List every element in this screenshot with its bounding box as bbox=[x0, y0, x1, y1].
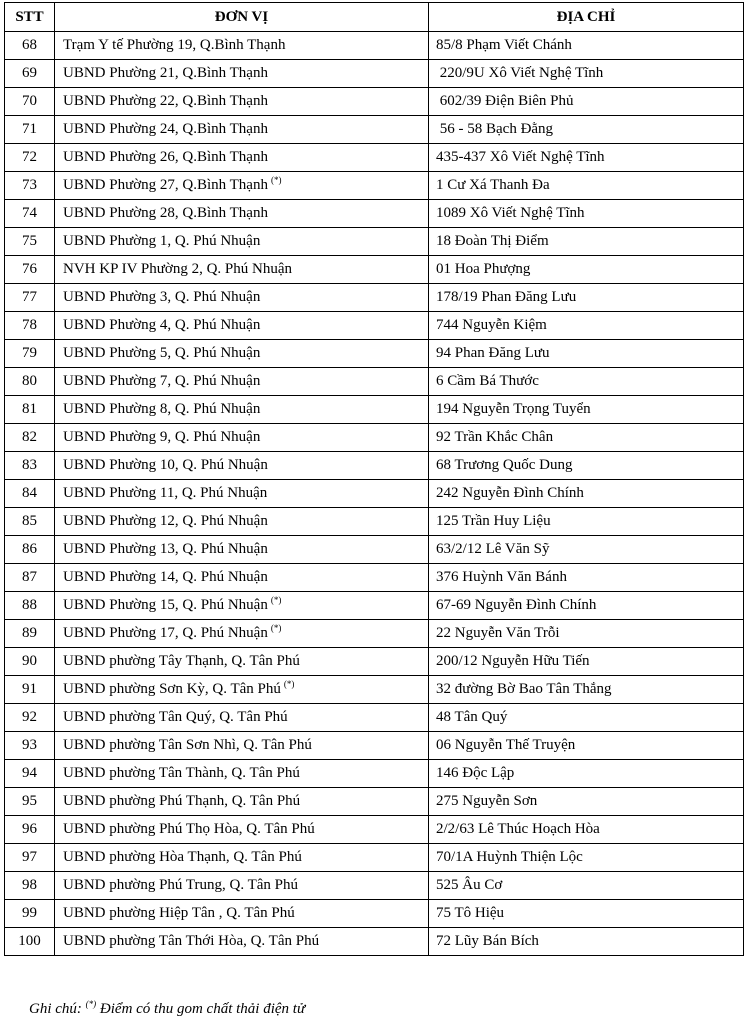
footnote-label: Ghi chú: bbox=[29, 1001, 82, 1017]
row-unit-cell bbox=[55, 116, 429, 144]
row-address: 6 Cầm Bá Thước bbox=[429, 368, 744, 396]
row-unit: UBND Phường 1, Q. Phú Nhuận bbox=[63, 233, 261, 249]
row-stt: 74 bbox=[5, 200, 55, 228]
row-stt: 68 bbox=[5, 32, 55, 60]
row-unit-cell bbox=[55, 32, 429, 60]
row-unit: UBND Phường 13, Q. Phú Nhuận bbox=[63, 541, 268, 557]
row-address: 275 Nguyễn Sơn bbox=[429, 788, 744, 816]
row-address: 06 Nguyễn Thế Truyện bbox=[429, 732, 744, 760]
table-body bbox=[5, 32, 744, 956]
row-unit-cell bbox=[55, 564, 429, 592]
table-row bbox=[5, 256, 744, 284]
row-stt: 95 bbox=[5, 788, 55, 816]
row-unit-cell bbox=[55, 480, 429, 508]
row-address: 1089 Xô Viết Nghệ Tĩnh bbox=[429, 200, 744, 228]
row-unit-cell bbox=[55, 452, 429, 480]
row-address: 220/9U Xô Viết Nghệ Tĩnh bbox=[429, 60, 744, 88]
table-row bbox=[5, 116, 744, 144]
row-stt: 78 bbox=[5, 312, 55, 340]
row-unit: UBND phường Phú Thọ Hòa, Q. Tân Phú bbox=[63, 821, 315, 837]
ewaste-marker: (*) bbox=[283, 679, 295, 689]
row-unit: UBND Phường 28, Q.Bình Thạnh bbox=[63, 205, 268, 221]
row-unit-cell bbox=[55, 508, 429, 536]
row-stt: 83 bbox=[5, 452, 55, 480]
row-stt: 70 bbox=[5, 88, 55, 116]
row-stt: 72 bbox=[5, 144, 55, 172]
row-stt: 79 bbox=[5, 340, 55, 368]
row-unit-cell bbox=[55, 200, 429, 228]
row-stt: 98 bbox=[5, 872, 55, 900]
row-unit: UBND Phường 7, Q. Phú Nhuận bbox=[63, 373, 261, 389]
table-row bbox=[5, 900, 744, 928]
row-stt: 69 bbox=[5, 60, 55, 88]
row-unit: UBND phường Tân Sơn Nhì, Q. Tân Phú bbox=[63, 737, 312, 753]
row-stt: 100 bbox=[5, 928, 55, 956]
row-address: 376 Huỳnh Văn Bánh bbox=[429, 564, 744, 592]
row-unit: UBND Phường 15, Q. Phú Nhuận bbox=[63, 597, 268, 613]
row-stt: 96 bbox=[5, 816, 55, 844]
row-unit-cell bbox=[55, 340, 429, 368]
table-row bbox=[5, 648, 744, 676]
row-address: 94 Phan Đăng Lưu bbox=[429, 340, 744, 368]
table-row bbox=[5, 704, 744, 732]
row-unit: UBND Phường 5, Q. Phú Nhuận bbox=[63, 345, 261, 361]
row-unit: UBND Phường 10, Q. Phú Nhuận bbox=[63, 457, 268, 473]
row-address: 70/1A Huỳnh Thiện Lộc bbox=[429, 844, 744, 872]
table-row bbox=[5, 620, 744, 648]
row-unit-cell bbox=[55, 760, 429, 788]
header-stt: STT bbox=[5, 3, 55, 32]
row-unit-cell bbox=[55, 844, 429, 872]
row-unit: UBND Phường 24, Q.Bình Thạnh bbox=[63, 121, 268, 137]
row-address: 146 Độc Lập bbox=[429, 760, 744, 788]
table-row bbox=[5, 788, 744, 816]
header-address: ĐỊA CHỈ bbox=[429, 3, 744, 32]
row-address: 63/2/12 Lê Văn Sỹ bbox=[429, 536, 744, 564]
row-unit: UBND phường Tây Thạnh, Q. Tân Phú bbox=[63, 653, 300, 669]
table-row bbox=[5, 592, 744, 620]
row-stt: 71 bbox=[5, 116, 55, 144]
row-stt: 90 bbox=[5, 648, 55, 676]
row-unit: NVH KP IV Phường 2, Q. Phú Nhuận bbox=[63, 261, 292, 277]
row-stt: 84 bbox=[5, 480, 55, 508]
table-row bbox=[5, 88, 744, 116]
footnote-text: Điểm có thu gom chất thải điện tử bbox=[99, 1001, 306, 1017]
table-row bbox=[5, 564, 744, 592]
row-stt: 76 bbox=[5, 256, 55, 284]
row-stt: 89 bbox=[5, 620, 55, 648]
row-address: 178/19 Phan Đăng Lưu bbox=[429, 284, 744, 312]
row-unit-cell bbox=[55, 648, 429, 676]
row-unit-cell bbox=[55, 704, 429, 732]
table-row bbox=[5, 872, 744, 900]
row-unit: UBND phường Hiệp Tân , Q. Tân Phú bbox=[63, 905, 295, 921]
row-address: 194 Nguyễn Trọng Tuyển bbox=[429, 396, 744, 424]
ewaste-marker: (*) bbox=[270, 175, 282, 185]
footnote-marker: (*) bbox=[85, 999, 97, 1009]
row-unit: UBND Phường 22, Q.Bình Thạnh bbox=[63, 93, 268, 109]
table-row bbox=[5, 760, 744, 788]
table-row bbox=[5, 480, 744, 508]
table-row bbox=[5, 816, 744, 844]
row-stt: 92 bbox=[5, 704, 55, 732]
row-stt: 86 bbox=[5, 536, 55, 564]
row-unit: UBND Phường 9, Q. Phú Nhuận bbox=[63, 429, 261, 445]
table-row bbox=[5, 452, 744, 480]
row-address: 525 Âu Cơ bbox=[429, 872, 744, 900]
row-unit-cell bbox=[55, 228, 429, 256]
row-unit-cell bbox=[55, 172, 429, 200]
row-unit: UBND Phường 11, Q. Phú Nhuận bbox=[63, 485, 268, 501]
row-address: 75 Tô Hiệu bbox=[429, 900, 744, 928]
row-address: 68 Trương Quốc Dung bbox=[429, 452, 744, 480]
row-address: 22 Nguyễn Văn Trỗi bbox=[429, 620, 744, 648]
row-address: 2/2/63 Lê Thúc Hoạch Hòa bbox=[429, 816, 744, 844]
row-address: 125 Trần Huy Liệu bbox=[429, 508, 744, 536]
table-row bbox=[5, 144, 744, 172]
row-unit-cell bbox=[55, 620, 429, 648]
row-unit: UBND phường Sơn Kỳ, Q. Tân Phú bbox=[63, 681, 281, 697]
row-stt: 91 bbox=[5, 676, 55, 704]
row-address: 67-69 Nguyễn Đình Chính bbox=[429, 592, 744, 620]
table-row bbox=[5, 844, 744, 872]
row-stt: 80 bbox=[5, 368, 55, 396]
row-address: 200/12 Nguyễn Hữu Tiến bbox=[429, 648, 744, 676]
table-row bbox=[5, 60, 744, 88]
table-row bbox=[5, 312, 744, 340]
row-unit-cell bbox=[55, 368, 429, 396]
row-unit: UBND Phường 4, Q. Phú Nhuận bbox=[63, 317, 261, 333]
row-unit-cell bbox=[55, 312, 429, 340]
row-unit: UBND Phường 12, Q. Phú Nhuận bbox=[63, 513, 268, 529]
row-address: 85/8 Phạm Viết Chánh bbox=[429, 32, 744, 60]
table-row bbox=[5, 32, 744, 60]
row-unit: UBND phường Hòa Thạnh, Q. Tân Phú bbox=[63, 849, 302, 865]
row-unit: UBND Phường 27, Q.Bình Thạnh bbox=[63, 177, 268, 193]
row-address: 32 đường Bờ Bao Tân Thắng bbox=[429, 676, 744, 704]
row-address: 48 Tân Quý bbox=[429, 704, 744, 732]
table-header-row bbox=[5, 3, 744, 32]
row-unit-cell bbox=[55, 396, 429, 424]
ewaste-marker: (*) bbox=[270, 623, 282, 633]
row-address: 56 - 58 Bạch Đằng bbox=[429, 116, 744, 144]
table-row bbox=[5, 424, 744, 452]
row-stt: 93 bbox=[5, 732, 55, 760]
row-unit: UBND Phường 17, Q. Phú Nhuận bbox=[63, 625, 268, 641]
row-unit-cell bbox=[55, 88, 429, 116]
row-stt: 99 bbox=[5, 900, 55, 928]
table-row bbox=[5, 172, 744, 200]
row-unit: UBND Phường 26, Q.Bình Thạnh bbox=[63, 149, 268, 165]
row-unit-cell bbox=[55, 592, 429, 620]
row-address: 602/39 Điện Biên Phủ bbox=[429, 88, 744, 116]
row-stt: 77 bbox=[5, 284, 55, 312]
row-unit: UBND Phường 14, Q. Phú Nhuận bbox=[63, 569, 268, 585]
table-row bbox=[5, 676, 744, 704]
table-row bbox=[5, 340, 744, 368]
row-address: 92 Trần Khắc Chân bbox=[429, 424, 744, 452]
collection-points-table bbox=[4, 2, 744, 956]
table-row bbox=[5, 200, 744, 228]
row-unit-cell bbox=[55, 256, 429, 284]
row-address: 1 Cư Xá Thanh Đa bbox=[429, 172, 744, 200]
row-stt: 85 bbox=[5, 508, 55, 536]
row-stt: 94 bbox=[5, 760, 55, 788]
row-address: 01 Hoa Phượng bbox=[429, 256, 744, 284]
row-unit: Trạm Y tế Phường 19, Q.Bình Thạnh bbox=[63, 37, 286, 53]
row-stt: 82 bbox=[5, 424, 55, 452]
row-stt: 88 bbox=[5, 592, 55, 620]
table-row bbox=[5, 396, 744, 424]
row-unit-cell bbox=[55, 536, 429, 564]
table-row bbox=[5, 536, 744, 564]
row-stt: 97 bbox=[5, 844, 55, 872]
row-unit-cell bbox=[55, 732, 429, 760]
table-row bbox=[5, 368, 744, 396]
row-unit: UBND phường Phú Trung, Q. Tân Phú bbox=[63, 877, 298, 893]
table-row bbox=[5, 508, 744, 536]
row-unit-cell bbox=[55, 816, 429, 844]
row-unit: UBND Phường 3, Q. Phú Nhuận bbox=[63, 289, 261, 305]
row-unit-cell bbox=[55, 60, 429, 88]
row-unit-cell bbox=[55, 788, 429, 816]
row-address: 242 Nguyễn Đình Chính bbox=[429, 480, 744, 508]
row-unit-cell bbox=[55, 900, 429, 928]
row-unit: UBND phường Phú Thạnh, Q. Tân Phú bbox=[63, 793, 301, 809]
table-row bbox=[5, 928, 744, 956]
row-unit-cell bbox=[55, 676, 429, 704]
row-unit-cell bbox=[55, 424, 429, 452]
row-unit-cell bbox=[55, 144, 429, 172]
row-stt: 87 bbox=[5, 564, 55, 592]
table-row bbox=[5, 228, 744, 256]
row-unit: UBND phường Tân Thành, Q. Tân Phú bbox=[63, 765, 300, 781]
row-address: 744 Nguyễn Kiệm bbox=[429, 312, 744, 340]
row-unit: UBND phường Tân Quý, Q. Tân Phú bbox=[63, 709, 288, 725]
row-address: 435-437 Xô Viết Nghệ Tĩnh bbox=[429, 144, 744, 172]
row-stt: 81 bbox=[5, 396, 55, 424]
row-stt: 73 bbox=[5, 172, 55, 200]
row-address: 18 Đoàn Thị Điểm bbox=[429, 228, 744, 256]
footnote bbox=[29, 1001, 305, 1018]
ewaste-marker: (*) bbox=[270, 595, 282, 605]
row-unit: UBND Phường 21, Q.Bình Thạnh bbox=[63, 65, 268, 81]
row-stt: 75 bbox=[5, 228, 55, 256]
row-unit-cell bbox=[55, 872, 429, 900]
row-unit-cell bbox=[55, 928, 429, 956]
row-unit: UBND Phường 8, Q. Phú Nhuận bbox=[63, 401, 261, 417]
table-row bbox=[5, 284, 744, 312]
row-unit-cell bbox=[55, 284, 429, 312]
table-row bbox=[5, 732, 744, 760]
row-unit: UBND phường Tân Thới Hòa, Q. Tân Phú bbox=[63, 933, 320, 949]
row-address: 72 Lũy Bán Bích bbox=[429, 928, 744, 956]
header-unit: ĐƠN VỊ bbox=[55, 3, 429, 32]
